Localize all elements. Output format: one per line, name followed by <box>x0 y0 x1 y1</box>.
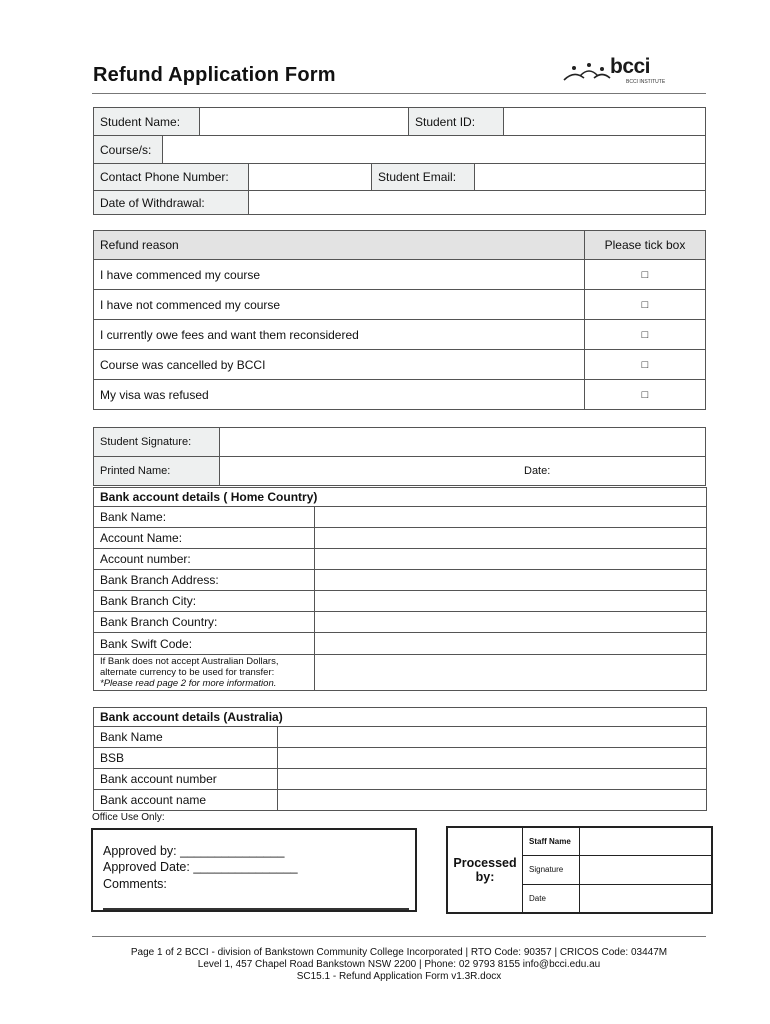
bank-home-table <box>93 487 707 691</box>
date-of-withdrawal-label: Date of Withdrawal: <box>94 191 249 215</box>
bank-branch-country-label: Bank Branch Country: <box>94 612 315 633</box>
processed-by-label: Processed by: <box>447 827 523 913</box>
alternate-currency-note <box>94 655 315 691</box>
bank-swift-code-field[interactable] <box>315 633 707 655</box>
contact-phone-label: Contact Phone Number: <box>94 164 249 191</box>
logo-subtext: BCCI INSTITUTE <box>626 79 666 85</box>
signature-label: Signature <box>523 855 580 884</box>
bank-australia-table <box>93 707 707 811</box>
refund-reason-text: I have not commenced my course <box>94 290 585 320</box>
courses-field[interactable] <box>163 136 706 164</box>
courses-label: Course/s: <box>94 136 163 164</box>
bank-australia-title: Bank account details (Australia) <box>94 708 707 727</box>
checkbox-icon[interactable]: □ <box>585 350 706 380</box>
note-line: *Please read page 2 for more information. <box>100 678 277 689</box>
account-number-field[interactable] <box>315 549 707 570</box>
student-name-label: Student Name: <box>94 108 200 136</box>
bank-branch-address-field[interactable] <box>315 570 707 591</box>
student-name-field[interactable] <box>200 108 409 136</box>
processed-by-table <box>446 826 713 914</box>
date-label: Date <box>523 884 580 913</box>
checkbox-icon[interactable]: □ <box>585 320 706 350</box>
date-label: Date: <box>220 457 706 486</box>
approved-by-field[interactable]: Approved by: _______________ <box>103 844 285 858</box>
bank-branch-address-label: Bank Branch Address: <box>94 570 315 591</box>
bsb-label: BSB <box>94 748 278 769</box>
student-details-table <box>93 107 706 136</box>
refund-reason-row <box>94 350 706 380</box>
logo-text: bcci <box>610 55 651 78</box>
account-number-label: Account number: <box>94 549 315 570</box>
student-signature-label: Student Signature: <box>94 428 220 457</box>
date-of-withdrawal-field[interactable] <box>249 191 706 215</box>
staff-name-label: Staff Name <box>523 827 580 855</box>
logo-figures-icon <box>562 62 614 84</box>
refund-reason-row <box>94 380 706 410</box>
checkbox-icon[interactable]: □ <box>585 260 706 290</box>
au-account-number-field[interactable] <box>278 769 707 790</box>
note-line: If Bank does not accept Australian Dollars, <box>100 656 279 667</box>
footer-line: Level 1, 457 Chapel Road Bankstown NSW 2200 | Phone: 02 9793 8155 info@bcci.edu.au <box>197 959 601 970</box>
footer-line: SC15.1 - Refund Application Form v1.3R.docx <box>296 971 502 982</box>
title-divider <box>92 93 706 94</box>
refund-reason-row <box>94 320 706 350</box>
bsb-field[interactable] <box>278 748 707 769</box>
checkbox-icon[interactable]: □ <box>585 290 706 320</box>
bcci-logo <box>562 55 672 88</box>
refund-reason-header-label: Refund reason <box>94 231 585 260</box>
printed-name-label: Printed Name: <box>94 457 220 486</box>
student-id-field[interactable] <box>504 108 706 136</box>
student-id-label: Student ID: <box>409 108 504 136</box>
bank-swift-code-label: Bank Swift Code: <box>94 633 315 655</box>
bank-home-title: Bank account details ( Home Country) <box>94 488 707 507</box>
staff-name-field[interactable] <box>580 827 713 855</box>
bank-name-label: Bank Name: <box>94 507 315 528</box>
bank-name-field[interactable] <box>315 507 707 528</box>
au-bank-name-label: Bank Name <box>94 727 278 748</box>
approved-date-field[interactable]: Approved Date: _______________ <box>103 860 298 874</box>
alternate-currency-field[interactable] <box>315 655 707 691</box>
refund-reason-row <box>94 260 706 290</box>
account-name-label: Account Name: <box>94 528 315 549</box>
footer-line: Page 1 of 2 BCCI - division of Bankstown Community College Incorporated | RTO Code: 90357 | CRICOS Code: 03447M <box>130 947 668 958</box>
contact-phone-field[interactable] <box>249 164 372 191</box>
approval-box <box>91 828 417 912</box>
refund-reason-text: My visa was refused <box>94 380 585 410</box>
account-name-field[interactable] <box>315 528 707 549</box>
comments-rule <box>103 908 409 910</box>
bank-branch-city-field[interactable] <box>315 591 707 612</box>
refund-reason-text: I currently owe fees and want them reconsidered <box>94 320 585 350</box>
refund-reason-text: I have commenced my course <box>94 260 585 290</box>
courses-table <box>93 135 706 164</box>
staff-date-field[interactable] <box>580 884 713 913</box>
au-account-number-label: Bank account number <box>94 769 278 790</box>
checkbox-icon[interactable]: □ <box>585 380 706 410</box>
page-title: Refund Application Form <box>93 64 336 86</box>
au-account-name-label: Bank account name <box>94 790 278 811</box>
page-footer <box>92 947 706 983</box>
au-bank-name-field[interactable] <box>278 727 707 748</box>
note-line: alternate currency to be used for transfer: <box>100 667 275 678</box>
office-use-label: Office Use Only: <box>92 812 165 823</box>
contact-table <box>93 163 706 215</box>
tick-box-header-label: Please tick box <box>585 231 706 260</box>
refund-reason-table <box>93 230 706 410</box>
student-email-label: Student Email: <box>372 164 475 191</box>
bank-branch-country-field[interactable] <box>315 612 707 633</box>
refund-reason-header <box>94 231 706 260</box>
au-account-name-field[interactable] <box>278 790 707 811</box>
refund-reason-text: Course was cancelled by BCCI <box>94 350 585 380</box>
footer-divider <box>92 936 706 937</box>
comments-field[interactable]: Comments: <box>103 877 167 891</box>
staff-signature-field[interactable] <box>580 855 713 884</box>
refund-reason-row <box>94 290 706 320</box>
signature-table <box>93 427 706 486</box>
student-email-field[interactable] <box>475 164 706 191</box>
bank-branch-city-label: Bank Branch City: <box>94 591 315 612</box>
student-signature-field[interactable] <box>220 428 706 457</box>
